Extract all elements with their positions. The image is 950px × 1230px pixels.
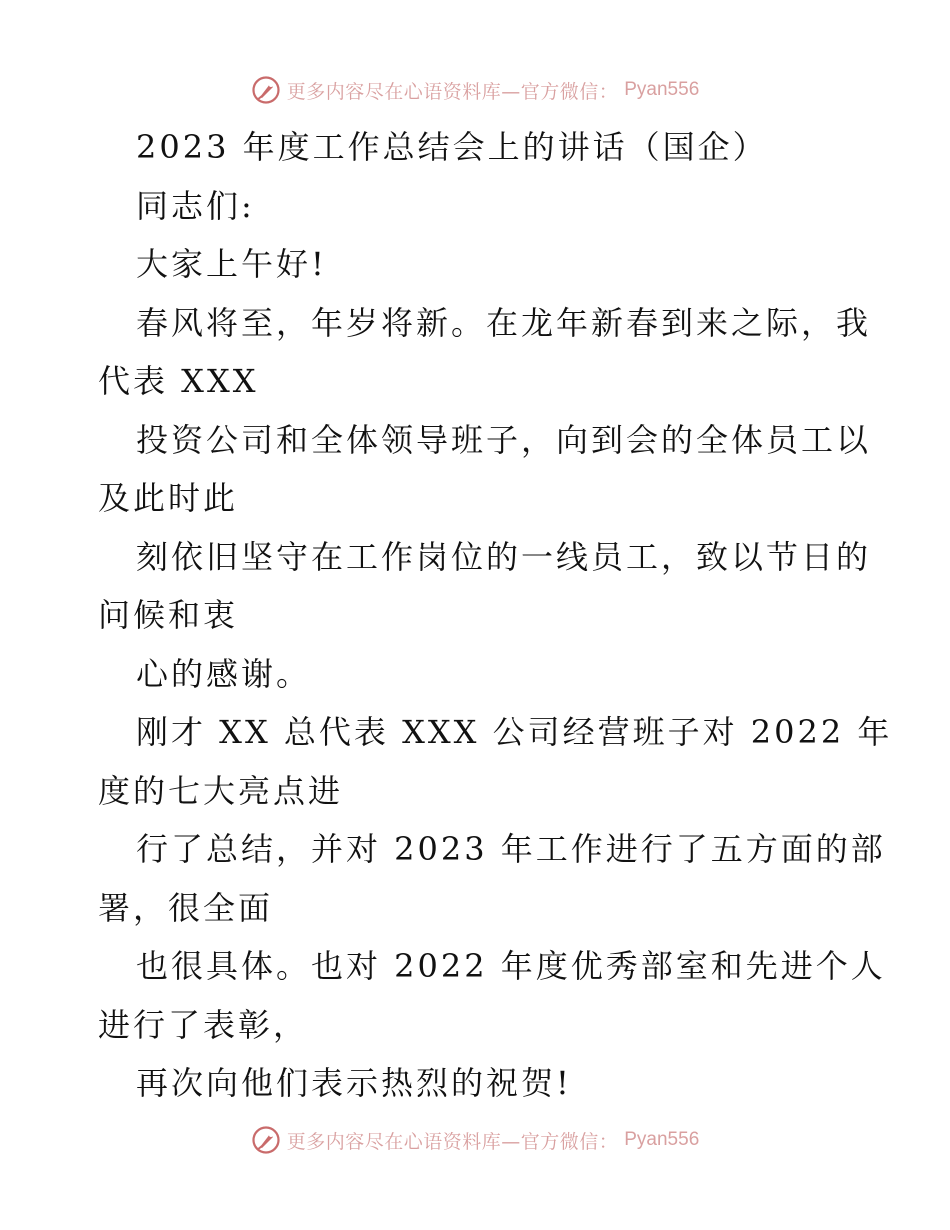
text-line: 刻依旧坚守在工作岗位的一线员工，致以节日的 [136,537,872,576]
footer-wechat-id: Pyan556 [624,1129,700,1150]
text-line: 署，很全面 [98,888,274,927]
pen-nib-logo-icon [251,75,281,105]
text-line: 行了总结，并对 2023 年工作进行了五方面的部 [136,830,886,868]
footer-banner [0,1120,950,1160]
text-line: 刚才 XX 总代表 XXX 公司经营班子对 2022 年 [136,713,893,751]
text-line: 进行了表彰， [98,1005,309,1044]
text-line: 心的感谢。 [136,654,312,693]
text-line: 投资公司和全体领导班子，向到会的全体员工以 [136,420,872,459]
header-banner-text: 更多内容尽在心语资料库—官方微信： [286,80,619,103]
text-line: 再次向他们表示热烈的祝贺! [136,1064,572,1102]
text-line: 春风将至，年岁将新。在龙年新春到来之际，我 [136,303,872,342]
text-line: 及此时此 [98,479,239,517]
header-banner [0,70,950,110]
text-line: 同志们: [136,186,255,225]
text-line: 代表 XXX [98,362,259,400]
text-line: 2023 年度工作总结会上的讲话（国企） [136,128,768,166]
text-line: 也很具体。也对 2022 年度优秀部室和先进个人 [136,947,886,985]
footer-banner-text: 更多内容尽在心语资料库—官方微信： [286,1130,619,1153]
header-wechat-id: Pyan556 [624,79,700,100]
text-line: 问候和衷 [98,596,239,634]
text-line: 度的七大亮点进 [98,771,344,810]
text-line: 大家上午好! [136,245,327,283]
document-body [98,118,893,1113]
pen-nib-logo-icon [251,1125,281,1155]
